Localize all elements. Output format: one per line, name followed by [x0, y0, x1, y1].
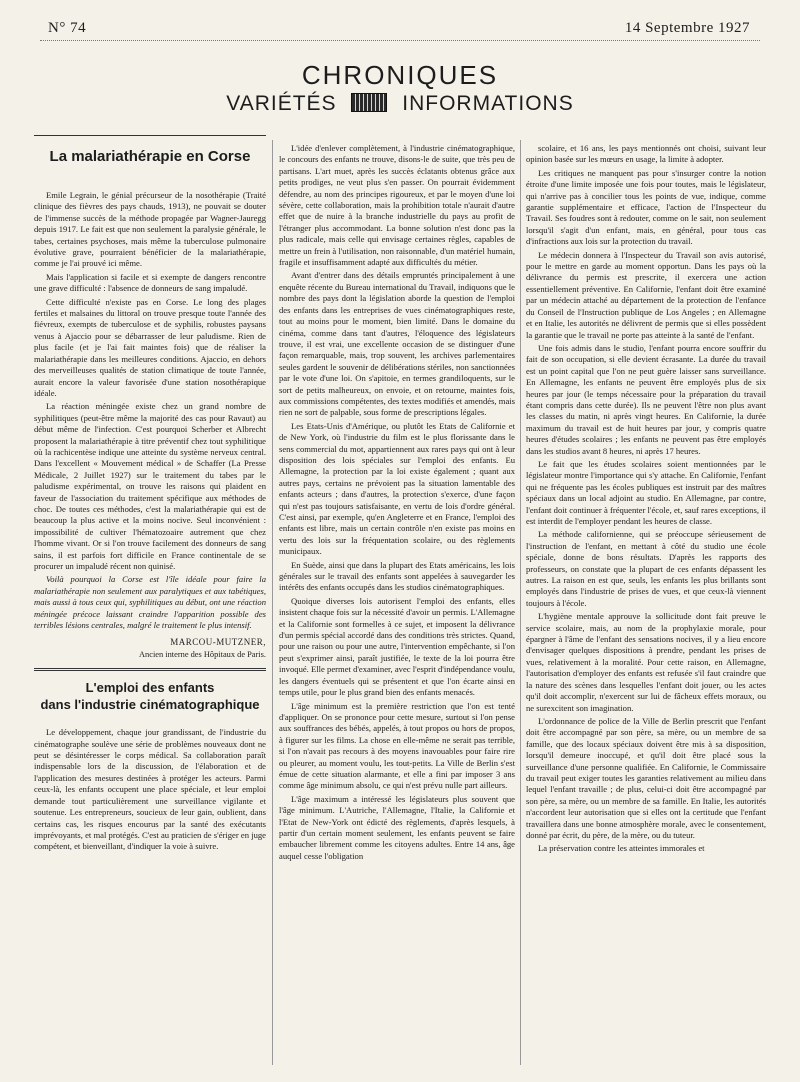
- article-paragraph: Le fait que les études scolaires soient mentionnées par le législateur montre l'importance qui s'y attache. En Californie, l'enfant qui ne fréquente pas les écoles publiques est instruit par des maîtres spéciaux dans un local adjoint au studio. En Allemagne, par contre, l'enfant doit continuer à fréquenter l'école, et, sauf rares exceptions, il est interdit de l'employer pendant les heures de classe.: [526, 458, 766, 526]
- article-separator: [34, 668, 266, 671]
- column-3: [526, 135, 766, 857]
- masthead-informations: INFORMATIONS: [402, 92, 574, 115]
- page-number: N° 74: [48, 20, 87, 36]
- article-paragraph: La préservation contre les atteintes immorales et: [538, 843, 705, 854]
- article-paragraph: Mais l'application si facile et si exempte de dangers rencontre une grave difficulté : l'absence de donneurs de sang impaludé.: [34, 271, 266, 294]
- header-rule: [40, 40, 760, 41]
- article-paragraph: scolaire, et 16 ans, les pays mentionnés ont choisi, suivant leur opinion basée sur les mœurs en usage, la limite à adopter.: [526, 143, 766, 165]
- article-paragraph: Une fois admis dans le studio, l'enfant pourra encore souffrir du fait de son occupation, si elle devient écrasante. La durée du travail est un point capital que l'on ne peut guère laisser sans surveillance. En Allemagne, les enfants ne peuvent être employés plus de six heures par jour (le temps nécessaire pour la préparation du travail étant compris dans cette durée). Ils ne peuvent l'être non plus avant les classes du matin, ni après vingt heures. En Californie, la durée maximum du travail est de huit heures par jour, y compris quatre heures d'études scolaires ; les enfants ne peuvent pas être employés dans les studios avant 8 heures, ni après 17 heures.: [526, 342, 766, 456]
- article-rule: [34, 135, 266, 136]
- article-paragraph: L'âge maximum a intéressé les législateurs plus souvent que l'âge minimum. L'Autriche, l'Allemagne, l'Italie, la Californie et l'Etat de New-York ont édicté des règlements, d'après lesquels, à partir d'un certain moment seulement, les enfants peuvent se faire embaucher librement comme les citoyens adultes. Entre 14 ans, âge auquel cesse l'obligation: [279, 793, 515, 861]
- article-paragraph: Les Etats-Unis d'Amérique, ou plutôt les Etats de Californie et de New York, où l'industrie du film est le plus florissante dans le sens commercial du mot, appartiennent aux rares pays qui ont à leur disposition des lois spéciales sur l'emploi des enfants. Eu Allemagne, la protection par la loi existe également ; quant aux autres pays, certains ne prévoient pas la situation lamentable des enfants acteurs ; dans d'autres, la protection s'exerce, d'une façon qui n'est pas toujours satisfaisante, en vertu de lois d'ordre général. C'est ainsi, par exemple, qu'en Angleterre et en France, l'emploi des enfants est libre, mais un certain contrôle n'en existe pas moins en vertu des lois sur la fréquentation scolaire, ou des règlements municipaux.: [279, 420, 515, 557]
- article-paragraph: L'âge minimum est la première restriction que l'on est tenté d'appliquer. On se prononce pour cette mesure, surtout si l'on pense aux souffrances des bébés, appelés, à tout propos ou hors de propos, à figurer sur les films. La chose en elle-même ne serait pas terrible, si l'on n'avait pas recours à des moyens inavouables pour faire rire ou pleurer, au moment voulu, les tout-petits. La Ville de Berlin s'est émue de cette situation alarmante, et elle a fini par imposer 3 ans comme âge minimum absolu, ce qui n'est prévu nulle part ailleurs.: [279, 700, 515, 791]
- column-divider: [520, 140, 521, 1065]
- article-paragraph: Le médecin donnera à l'Inspecteur du Travail son avis autorisé, pour le mettre en garde au moment opportun. Dans les pays où la délivrance du permis est prescrite, il exercera une action essentiellement préventive. En Californie, l'enfant doit être examiné par un médecin attaché au département de la protection de l'enfance du Conseil de l'Instruction publique de Los Angeles ; en Allemagne et en Italie, les autorités ne délivrent de permis que si elles possèdent la garantie que le travail ne porte pas atteinte à la santé de l'enfant.: [526, 249, 766, 340]
- article-paragraph: Avant d'entrer dans des détails empruntés principalement à une enquête récente du Bureau international du Travail, indiquons que le nombre des pays dont la législation aborde la question de l'emploi des enfants dans les entreprises de vues cinématographiques reste, tout au moins pour le moment, bien limité. Dans le domaine du cinéma, comme dans tant d'autres, l'éloquence des législateurs trouve, il est vrai, une excellente occasion de se distinguer d'une façon remarquable, mais, trop souvent, les archives parlementaires seules gardent le souvenir de délibérations stériles, non sanctionnées par le vote d'une loi. On s'apitoie, en termes grandiloquents, sur le sort de petits malheureux, on envoie, et on retourne, maintes fois, aux commissions compétentes, des textes modifiés et amendés, mais rien ne sort de palpable, sous forme de prescriptions légales.: [279, 270, 515, 418]
- masthead-subtitle: [0, 92, 800, 116]
- article-paragraph: La réaction méningée existe chez un grand nombre de syphilitiques (peut-être même la majorité des cas pour Ravaut) au début même de l'infection. C'est pourquoi Scherber et Albrecht proposent la malariathérapie à titre préventif chez tout syphilitique où la rachicentèse indique une atteinte du système nerveux central. Dans l'excellent « Mouvement médical » de Schaffer (La Presse Médicale, 2 Juillet 1927) sur le traitement du tabes par le paludisme expérimental, on trouve les raisons qui plaident en faveur de l'association du traitement spécifique aux méthodes de choc. De toutes ces méthodes, c'est la malariathérapie qui est de beaucoup la plus active et la moins nocive. Seul inconvénient : impossibilité de cultiver l'hématozoaire autrement que chez l'homme vivant. Or si l'on trouve facilement des donneurs de sang sains, il est parfois fort difficile en France continentale de se procurer un impaludé récent non quinisé.: [34, 401, 266, 571]
- article-paragraph: L'hygiène mentale approuve la sollicitude dont fait preuve le service scolaire, mais, au nom de la prophylaxie morale, pour épargner à l'âme de l'enfant des sensations nocives, il y a lieu encore d'envisager quelques dispositions à prendre, pendant les prises de vues, relativement à la moralité. Pour cette raison, en Allemagne, l'autorisation d'employer des enfants est refusée s'il faut craindre que la nature des scènes dans lesquelles l'enfant doit jouer, ou les actes qu'il doit accomplir, n'exercent sur lui de fâcheux effets moraux, ou ne surexcitent son imagination.: [526, 611, 766, 713]
- author-role: Ancien interne des Hôpitaux de Paris.: [139, 649, 266, 659]
- article-title-line: dans l'industrie cinématographique: [40, 697, 260, 713]
- article-paragraph: En Suède, ainsi que dans la plupart des Etats américains, les lois générales sur le travail des enfants sont appelées à sauvegarder les intérêts des enfants occupés dans les studios cinématographiques.: [279, 559, 515, 593]
- column-1: [34, 135, 266, 855]
- article-title-malariatherapie: La malariathérapie en Corse: [49, 148, 251, 165]
- article-title-line: L'emploi des enfants: [85, 680, 215, 696]
- issue-date: 14 Septembre 1927: [624, 20, 750, 36]
- article-paragraph: Quoique diverses lois autorisent l'emploi des enfants, elles insistent chaque fois sur la nécessité d'avoir un permis. L'Allemagne et la Californie sont formelles à ce sujet, et imposent la délivrance d'un permis spécial accordé dans des conditions très strictes. Quand, pour une raison ou pour une autre, l'intervention empêchante, si l'on peut s'exprimer ainsi, paraît justifiée, le texte de la loi pourra être invoqué. Elle permet d'examiner, avec l'esprit d'indépendance voulu, les dangers éventuels qui se présentent et que l'on écarte ainsi en temps utile, pour le plus grand bien des enfants menacés.: [279, 595, 515, 698]
- author-signature: MARCOU-MUTZNER,: [170, 637, 266, 648]
- article-paragraph: Les critiques ne manquent pas pour s'insurger contre la notion étroite d'une limite imposée une fois pour toutes, mais le législateur, qui n'arrive pas à concilier tous les points de vue, indique, comme garantie supplémentaire et efficace, l'action de l'Inspecteur du Travail. Ses foudres sont à redouter, comme on le sait, non seulement lorsqu'il s'agit d'un enfant, mais, en général, pour tous cas d'infractions aux lois sur la protection du travail.: [526, 167, 766, 247]
- column-2: [279, 135, 515, 864]
- article-paragraph: Le développement, chaque jour grandissant, de l'industrie du cinématographe soulève une série de problèmes nouveaux dont ne peut se désintéresser le corps médical. Sa collaboration paraît indispensable lors de la discussion, de l'élaboration et de l'application des mesures destinées à protéger les acteurs. Parmi ceux-là, les enfants occupent une place spéciale, et leur emploi demande tout particulièrement une surveillance vigilante et soutenue. Les entrepreneurs, soucieux de leur gain, oublient, dans certains cas, les risques encourus par la santé des exécutants imprévoyants, et mal protégés. C'est au praticien de s'ériger en juge compétent, et bienveillant, d'indiquer la voie à suivre.: [34, 727, 266, 852]
- column-divider: [272, 140, 273, 1065]
- article-title-emploi-enfants: [34, 679, 266, 713]
- article-paragraph: Emile Legrain, le génial précurseur de la nosothérapie (Traité clinique des fièvres des pays chauds, 1913), ne pouvait se douter de l'immense succès de la méthode propagée par Wagner-Jauregg depuis 1917. Le fait est que non seulement la paralysie générale, le tabes, certaines psychoses, mais même la tuberculose pulmonaire évolutive grave, pourraient bénéficier de la malariathérapie, comme je l'ai prouvé ici même.: [34, 190, 266, 269]
- masthead-title: CHRONIQUES: [301, 60, 499, 90]
- masthead-varietes: VARIÉTÉS: [226, 92, 337, 115]
- article-paragraph: La méthode californienne, qui se préoccupe sérieusement de l'instruction de l'enfant, en mettant à côté du studio une école spéciale, donne de bons résultats. D'après les rapports des professeurs, on constate que la plupart de ces enfants dépassent les autres. La raison en est que, seuls, les enfants les plus brillants sont employés dans l'industrie de prises de vues, et que ceux-là viennent toujours à l'école.: [526, 529, 766, 608]
- article-paragraph: L'idée d'enlever complètement, à l'industrie cinématographique, le concours des enfants ne trouve, disons-le de suite, que très peu de partisans. L'art muet, après les succès éclatants obtenus grâce aux petits prodiges, ne veut plus s'en passer. On pourrait évidemment défendre, au nom des principes rigoureux, et par le moyen d'une loi sévère, cette collaboration, mais la prohibition totale n'aurait d'autre effet que de nuire à la branche industrielle du pays au profit de l'étranger plus accommodant. La bonne solution n'est donc pas la plus radicale, mais celle qui envisage certaines règles, capables de mettre un frein à l'utilisation, non raisonnable, d'un matériel humain, fragile et insuffisamment adapté aux difficultés du métier.: [279, 143, 515, 268]
- article-paragraph: L'ordonnance de police de la Ville de Berlin prescrit que l'enfant doit être accompagné par son père, sa mère, ou un membre de sa famille, que des locaux spéciaux doivent être mis à sa disposition, lorsqu'il demeure inoccupé, et qu'il doit être placé sous la surveillance d'une personne qualifiée. En Californie, le Commissaire du travail peut exiger toutes les garanties relativement au milieu dans lequel l'enfant travaille ; de plus, celui-ci doit être accompagné par son père, sa mère, ou un membre de sa famille. En Italie, les autorités n'accordent leur autorisation que si elles ont la certitude que l'enfant travaillera dans une bonne atmosphère morale, avec le consentement, donné par écrit, du père, de la mère, ou du tuteur.: [526, 715, 766, 840]
- article-paragraph: Cette difficulté n'existe pas en Corse. Le long des plages fertiles et malsaines du littoral on trouve presque toute l'année des fiévreux, exempts de tuberculose et de syphilis, robustes paysans venus à Ajaccio pour se débarrasser de leur paludisme. Rien de plus facile (et je l'ai fait maintes fois) que de réaliser la malariathérapie dans les meilleures conditions. Ajaccio, en dehors des merveilleuses qualités de station climatique de toute l'année, aurait encore la valeur favorisée d'une station nosothérapique idéale.: [34, 296, 266, 398]
- masthead-emblem-icon: [351, 93, 387, 112]
- article-conclusion: Voilà pourquoi la Corse est l'île idéale pour faire la malariathérapie non seulement aux paralytiques et aux tabétiques, mais aussi à tous ceux qui, syphilitiques au début, ont une réaction méningée précoce laissant craindre l'apparition possible des terribles lésions centrales, malgré le traitement le plus intensif.: [34, 574, 266, 631]
